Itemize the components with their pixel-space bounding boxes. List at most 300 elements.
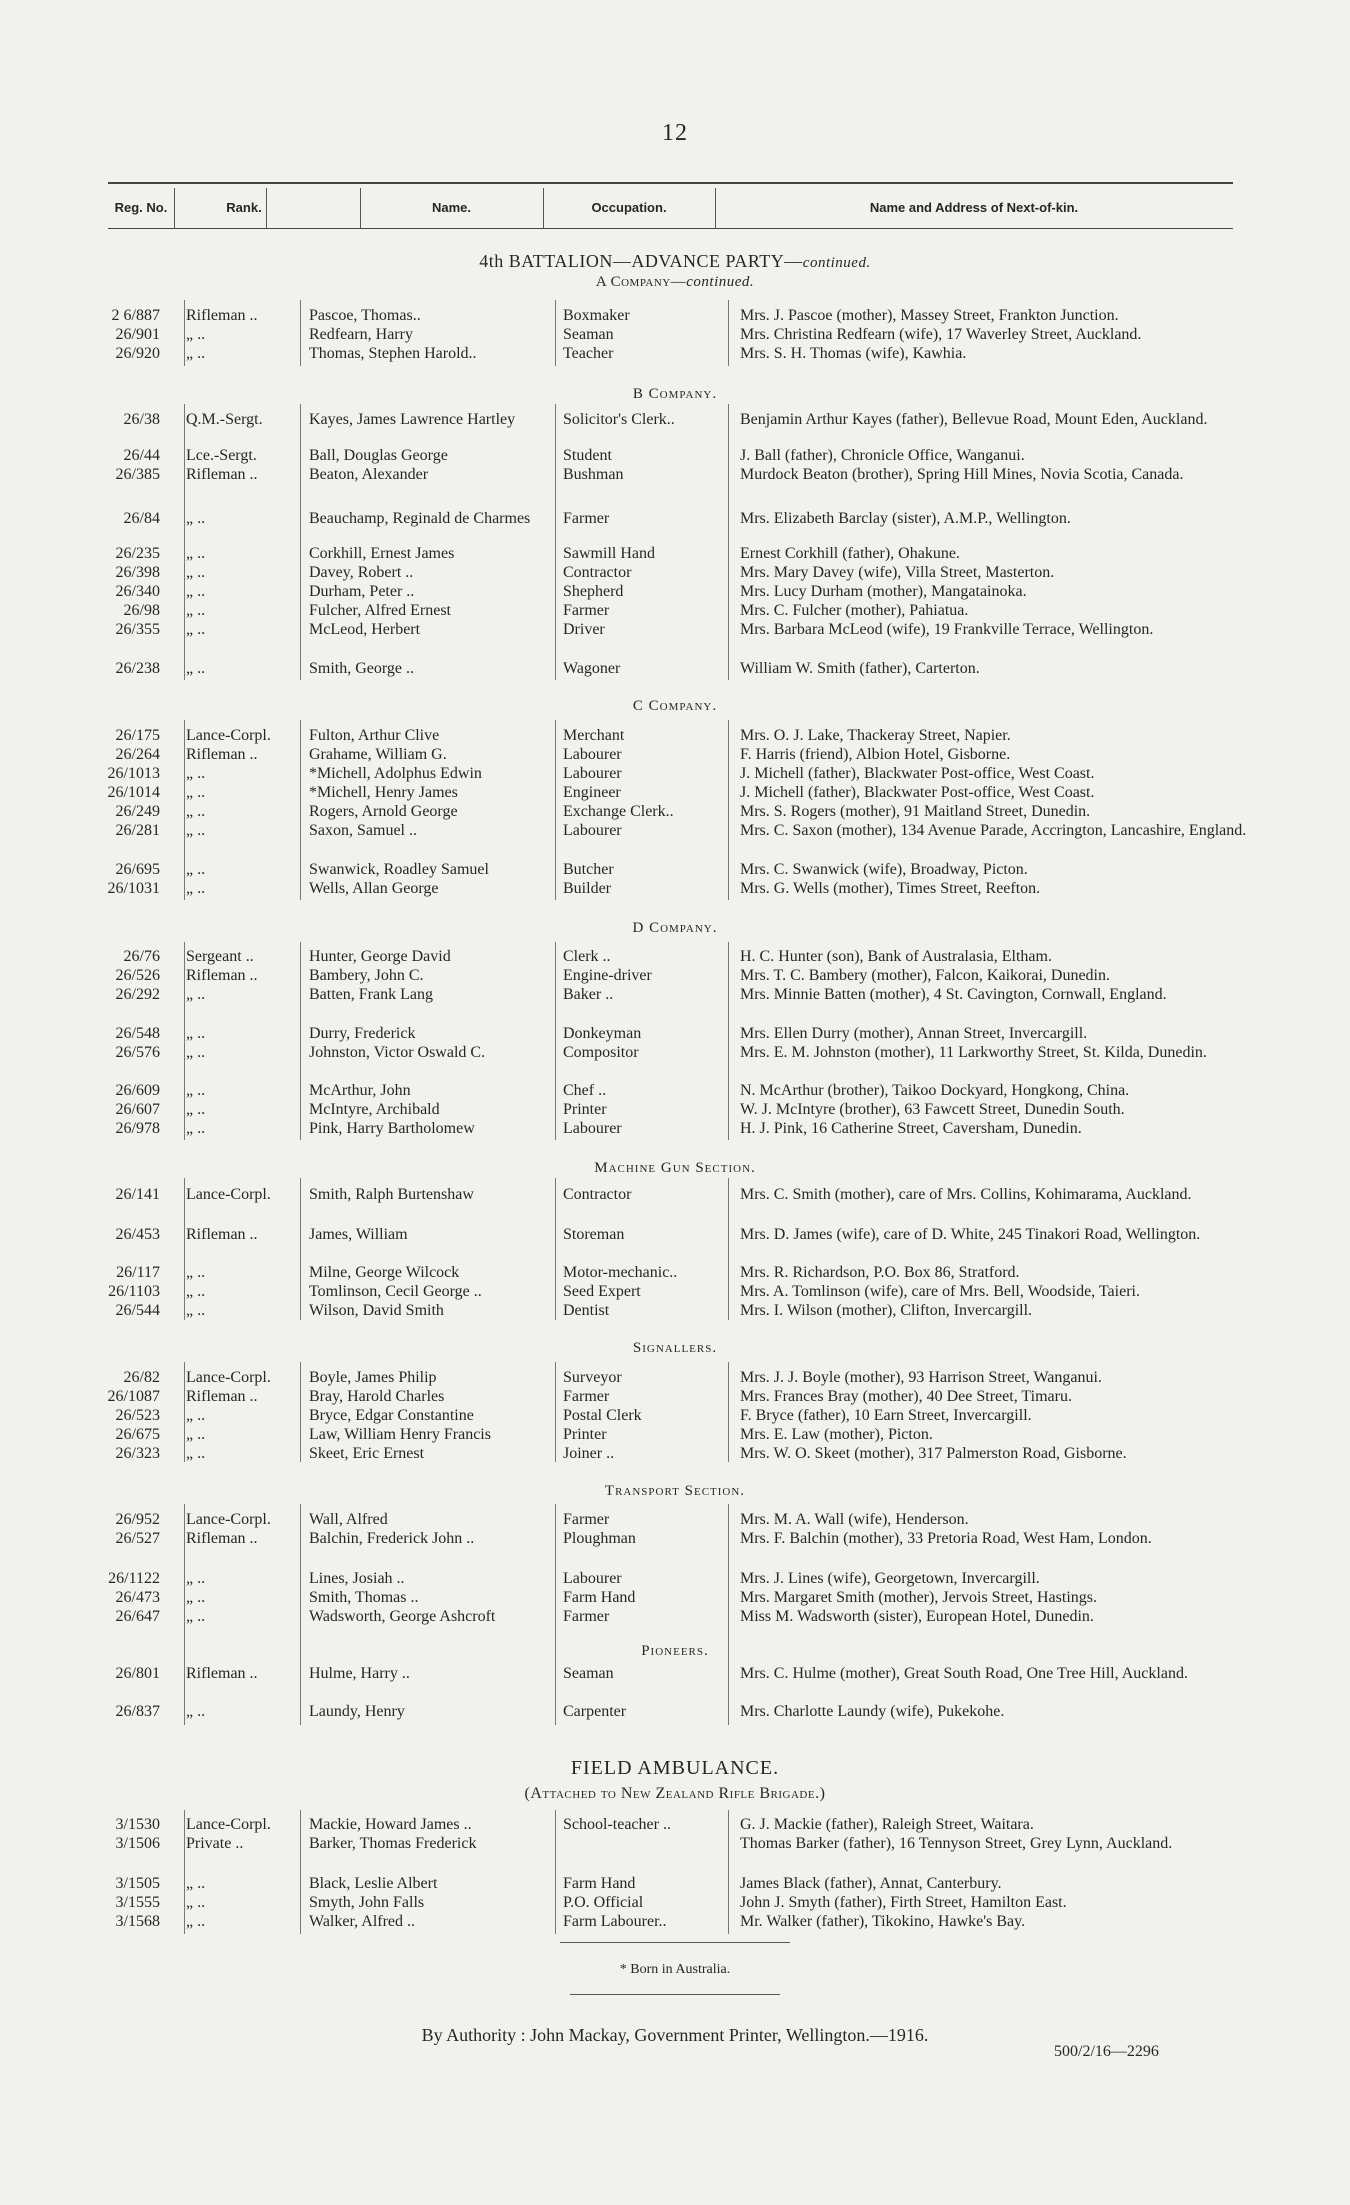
column-rule <box>555 1810 556 1934</box>
next-of-kin: Mrs. Frances Bray (mother), 40 Dee Street, Timaru. <box>740 1388 1072 1405</box>
reg-number: 26/920 <box>115 345 160 362</box>
occupation: School-teacher .. <box>563 1816 671 1833</box>
rank: Rifleman .. <box>186 746 258 763</box>
soldier-name: Batten, Frank Lang <box>309 986 433 1003</box>
column-rule <box>728 1362 729 1462</box>
reg-number: 26/340 <box>115 583 160 600</box>
next-of-kin: Mrs. J. Lines (wife), Georgetown, Invercargill. <box>740 1570 1040 1587</box>
rank: „ .. <box>186 564 206 581</box>
column-rule <box>184 1362 185 1462</box>
rank: „ .. <box>186 784 206 801</box>
next-of-kin: Mrs. J. J. Boyle (mother), 93 Harrison Street, Wanganui. <box>740 1369 1102 1386</box>
occupation: Donkeyman <box>563 1025 642 1042</box>
occupation: Driver <box>563 621 605 638</box>
occupation: Farm Hand <box>563 1875 636 1892</box>
reg-number: 3/1555 <box>115 1894 160 1911</box>
header-rank: Rank. <box>226 200 262 215</box>
soldier-name: Wilson, David Smith <box>309 1302 444 1319</box>
column-rule <box>184 942 185 1140</box>
next-of-kin: Mrs. Elizabeth Barclay (sister), A.M.P., Wellington. <box>740 510 1071 527</box>
column-rule <box>728 1178 729 1320</box>
reg-number: 26/235 <box>115 545 160 562</box>
rank: „ .. <box>186 1283 206 1300</box>
occupation: Shepherd <box>563 583 624 600</box>
field-ambulance-subtitle: (Attached to New Zealand Rifle Brigade.) <box>524 1785 826 1802</box>
occupation: Merchant <box>563 727 625 744</box>
next-of-kin: Mrs. C. Swanwick (wife), Broadway, Picton. <box>740 861 1028 878</box>
column-rule <box>555 720 556 900</box>
rank: „ .. <box>186 602 206 619</box>
soldier-name: Davey, Robert .. <box>309 564 414 581</box>
rank: „ .. <box>186 1589 206 1606</box>
rank: Sergeant .. <box>186 948 254 965</box>
soldier-name: Hunter, George David <box>309 948 451 965</box>
rank: „ .. <box>186 822 206 839</box>
rank: Q.M.-Sergt. <box>186 411 263 428</box>
column-rule <box>300 1810 301 1934</box>
occupation: Labourer <box>563 1120 622 1137</box>
reg-number: 26/609 <box>115 1082 160 1099</box>
soldier-name: Durry, Frederick <box>309 1025 416 1042</box>
rank: „ .. <box>186 1426 206 1443</box>
occupation: Solicitor's Clerk.. <box>563 411 675 428</box>
reg-number: 26/98 <box>123 602 160 619</box>
rank: „ .. <box>186 1445 206 1462</box>
battalion-title: 4th BATTALION—ADVANCE PARTY—continued. <box>479 251 871 271</box>
occupation: Sawmill Hand <box>563 545 655 562</box>
soldier-name: Fulcher, Alfred Ernest <box>309 602 451 619</box>
reg-number: 26/544 <box>115 1302 160 1319</box>
next-of-kin: Mrs. C. Fulcher (mother), Pahiatua. <box>740 602 969 619</box>
next-of-kin: W. J. McIntyre (brother), 63 Fawcett Street, Dunedin South. <box>740 1101 1125 1118</box>
column-rule <box>300 720 301 900</box>
soldier-name: Grahame, William G. <box>309 746 447 763</box>
next-of-kin: N. McArthur (brother), Taikoo Dockyard, Hongkong, China. <box>740 1082 1130 1099</box>
next-of-kin: Mrs. Charlotte Laundy (wife), Pukekohe. <box>740 1703 1005 1720</box>
occupation: Labourer <box>563 746 622 763</box>
reg-number: 26/141 <box>115 1186 160 1203</box>
next-of-kin: H. C. Hunter (son), Bank of Australasia, Eltham. <box>740 948 1052 965</box>
occupation: Farmer <box>563 602 610 619</box>
next-of-kin: Mrs. Lucy Durham (mother), Mangatainoka. <box>740 583 1027 600</box>
reg-number: 26/249 <box>115 803 160 820</box>
rank: „ .. <box>186 1044 206 1061</box>
occupation: Butcher <box>563 861 614 878</box>
soldier-name: Bryce, Edgar Constantine <box>309 1407 474 1424</box>
occupation: Compositor <box>563 1044 639 1061</box>
reg-number: 26/292 <box>115 986 160 1003</box>
reg-number: 26/355 <box>115 621 160 638</box>
next-of-kin: Mrs. Christina Redfearn (wife), 17 Waverley Street, Auckland. <box>740 326 1142 343</box>
next-of-kin: Mrs. C. Hulme (mother), Great South Road, One Tree Hill, Auckland. <box>740 1665 1188 1682</box>
soldier-name: McArthur, John <box>309 1082 411 1099</box>
occupation: Builder <box>563 880 611 897</box>
reg-number: 26/801 <box>115 1665 160 1682</box>
rank: Lance-Corpl. <box>186 727 271 744</box>
reg-number: 3/1568 <box>115 1913 160 1930</box>
reg-number: 26/84 <box>123 510 160 527</box>
occupation: Teacher <box>563 345 614 362</box>
soldier-name: Johnston, Victor Oswald C. <box>309 1044 486 1061</box>
column-rule <box>555 300 556 366</box>
header-occupation: Occupation. <box>591 200 667 215</box>
column-rule <box>728 1504 729 1725</box>
occupation: Exchange Clerk.. <box>563 803 674 820</box>
column-rule <box>728 404 729 680</box>
next-of-kin: James Black (father), Annat, Canterbury. <box>740 1875 1002 1892</box>
occupation: Labourer <box>563 765 622 782</box>
reg-number: 26/607 <box>115 1101 160 1118</box>
rank: „ .. <box>186 1913 206 1930</box>
rank: „ .. <box>186 1407 206 1424</box>
soldier-name: Durham, Peter .. <box>309 583 415 600</box>
occupation: Engine-driver <box>563 967 652 984</box>
next-of-kin: J. Michell (father), Blackwater Post-office, West Coast. <box>740 784 1095 801</box>
reg-number: 3/1530 <box>115 1816 160 1833</box>
occupation: P.O. Official <box>563 1894 644 1911</box>
header-name: Name. <box>431 200 472 215</box>
soldier-name: Thomas, Stephen Harold.. <box>309 345 477 362</box>
print-code: 500/2/16—2296 <box>1054 2043 1159 2060</box>
soldier-name: James, William <box>309 1226 408 1243</box>
next-of-kin: J. Michell (father), Blackwater Post-office, West Coast. <box>740 765 1095 782</box>
reg-number: 3/1505 <box>115 1875 160 1892</box>
rank: Lance-Corpl. <box>186 1511 271 1528</box>
reg-number: 26/1031 <box>107 880 160 897</box>
next-of-kin: Mrs. Barbara McLeod (wife), 19 Frankville Terrace, Wellington. <box>740 621 1154 638</box>
occupation: Motor-mechanic.. <box>563 1264 678 1281</box>
occupation: Wagoner <box>563 660 621 677</box>
reg-number: 26/238 <box>115 660 160 677</box>
rank: „ .. <box>186 1082 206 1099</box>
page-number: 12 <box>662 120 688 146</box>
rank: „ .. <box>186 861 206 878</box>
next-of-kin: Mrs. I. Wilson (mother), Clifton, Invercargill. <box>740 1302 1033 1319</box>
column-rule <box>555 1362 556 1462</box>
next-of-kin: G. J. Mackie (father), Raleigh Street, Waitara. <box>740 1816 1034 1833</box>
soldier-name: Fulton, Arthur Clive <box>309 727 440 744</box>
occupation: Printer <box>563 1426 607 1443</box>
reg-number: 26/523 <box>115 1407 160 1424</box>
occupation: Seaman <box>563 326 614 343</box>
reg-number: 26/1122 <box>108 1570 160 1587</box>
soldier-name: Pink, Harry Bartholomew <box>309 1120 475 1137</box>
occupation: Seed Expert <box>563 1283 641 1300</box>
occupation: Engineer <box>563 784 621 801</box>
rank: Lance-Corpl. <box>186 1816 271 1833</box>
occupation: Postal Clerk <box>563 1407 642 1424</box>
section-d-company: D Company. <box>632 920 718 936</box>
header-bottom-rule <box>108 228 1233 229</box>
reg-number: 26/837 <box>115 1703 160 1720</box>
next-of-kin: Ernest Corkhill (father), Ohakune. <box>740 545 960 562</box>
next-of-kin: Mrs. Margaret Smith (mother), Jervois Street, Hastings. <box>740 1589 1097 1606</box>
column-rule <box>300 300 301 366</box>
section-machine-gun: Machine Gun Section. <box>594 1160 756 1176</box>
reg-number: 26/175 <box>115 727 160 744</box>
rank: „ .. <box>186 1264 206 1281</box>
occupation: Printer <box>563 1101 607 1118</box>
soldier-name: Smith, Ralph Burtenshaw <box>309 1186 474 1203</box>
occupation: Storeman <box>563 1226 625 1243</box>
soldier-name: Pascoe, Thomas.. <box>309 307 421 324</box>
next-of-kin: Mrs. Ellen Durry (mother), Annan Street, Invercargill. <box>740 1025 1088 1042</box>
column-rule <box>728 720 729 900</box>
rank: „ .. <box>186 621 206 638</box>
reg-number: 26/576 <box>115 1044 160 1061</box>
column-rule <box>184 1178 185 1320</box>
soldier-name: Wall, Alfred <box>309 1511 388 1528</box>
occupation: Farmer <box>563 1608 610 1625</box>
rank: Rifleman .. <box>186 307 258 324</box>
rank: „ .. <box>186 345 206 362</box>
soldier-name: Smith, George .. <box>309 660 415 677</box>
rank: Rifleman .. <box>186 466 258 483</box>
company-a-title: A Company—continued. <box>595 274 755 290</box>
reg-number: 26/527 <box>115 1530 160 1547</box>
header-reg: Reg. No. <box>114 200 168 215</box>
reg-number: 3/1506 <box>115 1835 160 1852</box>
occupation: Farmer <box>563 1511 610 1528</box>
rank: „ .. <box>186 1894 206 1911</box>
section-b-company: B Company. <box>632 386 718 402</box>
soldier-name: Mackie, Howard James .. <box>309 1816 472 1833</box>
soldier-name: Skeet, Eric Ernest <box>309 1445 425 1462</box>
reg-number: 26/695 <box>115 861 160 878</box>
occupation: Clerk .. <box>563 948 611 965</box>
footnote: * Born in Australia. <box>619 1962 731 1977</box>
column-rule <box>300 1178 301 1320</box>
next-of-kin: Murdock Beaton (brother), Spring Hill Mines, Novia Scotia, Canada. <box>740 466 1184 483</box>
rank: „ .. <box>186 510 206 527</box>
reg-number: 26/952 <box>115 1511 160 1528</box>
next-of-kin: Mrs. S. Rogers (mother), 91 Maitland Street, Dunedin. <box>740 803 1091 820</box>
rank: Lce.-Sergt. <box>186 447 257 464</box>
rank: „ .. <box>186 1570 206 1587</box>
reg-number: 26/117 <box>116 1264 160 1281</box>
column-rule <box>184 720 185 900</box>
occupation: Student <box>563 447 612 464</box>
column-headers <box>108 200 1233 228</box>
rank: „ .. <box>186 803 206 820</box>
occupation: Bushman <box>563 466 624 483</box>
rank: „ .. <box>186 1101 206 1118</box>
imprint-rule <box>570 1994 780 1995</box>
occupation: Farmer <box>563 1388 610 1405</box>
next-of-kin: F. Bryce (father), 10 Earn Street, Invercargill. <box>740 1407 1032 1424</box>
occupation: Seaman <box>563 1665 614 1682</box>
reg-number: 26/323 <box>115 1445 160 1462</box>
next-of-kin: Mrs. F. Balchin (mother), 33 Pretoria Road, West Ham, London. <box>740 1530 1152 1547</box>
reg-number: 26/38 <box>123 411 160 428</box>
soldier-name: Black, Leslie Albert <box>309 1875 438 1892</box>
soldier-name: Law, William Henry Francis <box>309 1426 491 1443</box>
column-rule <box>728 1810 729 1934</box>
reg-number: 26/1087 <box>107 1388 160 1405</box>
next-of-kin: Mrs. Mary Davey (wife), Villa Street, Masterton. <box>740 564 1055 581</box>
occupation: Farmer <box>563 510 610 527</box>
next-of-kin: J. Ball (father), Chronicle Office, Wanganui. <box>740 447 1025 464</box>
column-rule <box>555 942 556 1140</box>
rank: „ .. <box>186 1608 206 1625</box>
rank: Rifleman .. <box>186 1530 258 1547</box>
reg-number: 26/385 <box>115 466 160 483</box>
reg-number: 26/901 <box>115 326 160 343</box>
reg-number: 26/398 <box>115 564 160 581</box>
reg-number: 26/473 <box>115 1589 160 1606</box>
rank: „ .. <box>186 660 206 677</box>
occupation: Surveyor <box>563 1369 622 1386</box>
occupation: Labourer <box>563 822 622 839</box>
reg-number: 26/548 <box>115 1025 160 1042</box>
next-of-kin: Mrs. J. Pascoe (mother), Massey Street, Frankton Junction. <box>740 307 1119 324</box>
occupation: Joiner .. <box>563 1445 615 1462</box>
rank: „ .. <box>186 1120 206 1137</box>
soldier-name: Balchin, Frederick John .. <box>309 1530 475 1547</box>
next-of-kin: John J. Smyth (father), Firth Street, Hamilton East. <box>740 1894 1067 1911</box>
next-of-kin: Mrs. S. H. Thomas (wife), Kawhia. <box>740 345 967 362</box>
reg-number: 26/1103 <box>108 1283 160 1300</box>
soldier-name: Smyth, John Falls <box>309 1894 425 1911</box>
rank: „ .. <box>186 1703 206 1720</box>
occupation: Chef .. <box>563 1082 607 1099</box>
rank: „ .. <box>186 986 206 1003</box>
occupation: Ploughman <box>563 1530 636 1547</box>
soldier-name: Smith, Thomas .. <box>309 1589 419 1606</box>
next-of-kin: Mrs. E. M. Johnston (mother), 11 Larkworthy Street, St. Kilda, Dunedin. <box>740 1044 1207 1061</box>
reg-number: 26/647 <box>115 1608 160 1625</box>
next-of-kin: Mrs. E. Law (mother), Picton. <box>740 1426 933 1443</box>
column-rule <box>184 1504 185 1725</box>
column-rule <box>555 404 556 680</box>
soldier-name: Boyle, James Philip <box>309 1369 437 1386</box>
next-of-kin: Mrs. T. C. Bambery (mother), Falcon, Kaikorai, Dunedin. <box>740 967 1110 984</box>
rank: „ .. <box>186 545 206 562</box>
rank: Rifleman .. <box>186 1665 258 1682</box>
soldier-name: Walker, Alfred .. <box>309 1913 416 1930</box>
soldier-name: Bambery, John C. <box>309 967 424 984</box>
next-of-kin: Mrs. W. O. Skeet (mother), 317 Palmerston Road, Gisborne. <box>740 1445 1127 1462</box>
reg-number: 26/264 <box>115 746 160 763</box>
reg-number: 26/76 <box>123 948 160 965</box>
next-of-kin: Mrs. M. A. Wall (wife), Henderson. <box>740 1511 969 1528</box>
occupation: Contractor <box>563 1186 632 1203</box>
column-rule <box>300 1504 301 1725</box>
rank: „ .. <box>186 1025 206 1042</box>
soldier-name: McLeod, Herbert <box>309 621 421 638</box>
column-rule <box>300 1362 301 1462</box>
next-of-kin: William W. Smith (father), Carterton. <box>740 660 980 677</box>
reg-number: 26/82 <box>123 1369 160 1386</box>
rank: Private .. <box>186 1835 244 1852</box>
column-rule <box>300 404 301 680</box>
section-pioneers: Pioneers. <box>641 1643 709 1659</box>
column-rule <box>300 942 301 1140</box>
soldier-name: Milne, George Wilcock <box>309 1264 460 1281</box>
reg-number: 26/1014 <box>107 784 160 801</box>
rank: „ .. <box>186 1302 206 1319</box>
next-of-kin: Thomas Barker (father), 16 Tennyson Street, Grey Lynn, Auckland. <box>740 1835 1173 1852</box>
soldier-name: Barker, Thomas Frederick <box>309 1835 477 1852</box>
soldier-name: *Michell, Henry James <box>309 784 458 801</box>
soldier-name: Swanwick, Roadley Samuel <box>309 861 489 878</box>
soldier-name: Corkhill, Ernest James <box>309 545 455 562</box>
rank: Lance-Corpl. <box>186 1369 271 1386</box>
occupation: Carpenter <box>563 1703 627 1720</box>
column-rule <box>555 1504 556 1725</box>
reg-number: 26/978 <box>115 1120 160 1137</box>
rank: „ .. <box>186 765 206 782</box>
soldier-name: Hulme, Harry .. <box>309 1665 410 1682</box>
rank: „ .. <box>186 583 206 600</box>
field-ambulance-title: FIELD AMBULANCE. <box>570 1757 780 1779</box>
section-transport: Transport Section. <box>604 1483 746 1499</box>
section-c-company: C Company. <box>632 698 718 714</box>
next-of-kin: Mrs. Minnie Batten (mother), 4 St. Cavington, Cornwall, England. <box>740 986 1167 1003</box>
next-of-kin: Mrs. R. Richardson, P.O. Box 86, Stratford. <box>740 1264 1020 1281</box>
column-rule <box>555 1178 556 1320</box>
occupation: Dentist <box>563 1302 610 1319</box>
soldier-name: Saxon, Samuel .. <box>309 822 417 839</box>
next-of-kin: Benjamin Arthur Kayes (father), Bellevue Road, Mount Eden, Auckland. <box>740 411 1208 428</box>
next-of-kin: Mr. Walker (father), Tikokino, Hawke's Bay. <box>740 1913 1026 1930</box>
next-of-kin: Miss M. Wadsworth (sister), European Hotel, Dunedin. <box>740 1608 1094 1625</box>
soldier-name: Rogers, Arnold George <box>309 803 458 820</box>
soldier-name: Tomlinson, Cecil George .. <box>309 1283 482 1300</box>
footnote-rule <box>560 1942 790 1943</box>
column-rule <box>184 1810 185 1934</box>
next-of-kin: Mrs. C. Smith (mother), care of Mrs. Collins, Kohimarama, Auckland. <box>740 1186 1192 1203</box>
reg-number: 2 6/887 <box>111 307 160 324</box>
occupation: Farm Hand <box>563 1589 636 1606</box>
section-signallers: Signallers. <box>632 1340 718 1356</box>
occupation: Contractor <box>563 564 632 581</box>
rank: Rifleman .. <box>186 967 258 984</box>
occupation: Labourer <box>563 1570 622 1587</box>
soldier-name: Laundy, Henry <box>309 1703 405 1720</box>
reg-number: 26/675 <box>115 1426 160 1443</box>
rank: Lance-Corpl. <box>186 1186 271 1203</box>
soldier-name: Beaton, Alexander <box>309 466 429 483</box>
soldier-name: Redfearn, Harry <box>309 326 413 343</box>
column-rule <box>728 300 729 366</box>
rank: „ .. <box>186 1875 206 1892</box>
reg-number: 26/526 <box>115 967 160 984</box>
soldier-name: Ball, Douglas George <box>309 447 448 464</box>
reg-number: 26/1013 <box>107 765 160 782</box>
soldier-name: Beauchamp, Reginald de Charmes <box>309 510 531 527</box>
soldier-name: Bray, Harold Charles <box>309 1388 445 1405</box>
occupation: Farm Labourer.. <box>563 1913 667 1930</box>
header-top-rule <box>108 182 1233 184</box>
soldier-name: Kayes, James Lawrence Hartley <box>309 411 516 428</box>
soldier-name: Wells, Allan George <box>309 880 439 897</box>
next-of-kin: Mrs. D. James (wife), care of D. White, 245 Tinakori Road, Wellington. <box>740 1226 1201 1243</box>
soldier-name: McIntyre, Archibald <box>309 1101 440 1118</box>
next-of-kin: Mrs. A. Tomlinson (wife), care of Mrs. Bell, Woodside, Taieri. <box>740 1283 1140 1300</box>
next-of-kin: F. Harris (friend), Albion Hotel, Gisborne. <box>740 746 1011 763</box>
rank: „ .. <box>186 326 206 343</box>
header-next-of-kin: Name and Address of Next-of-kin. <box>869 200 1079 215</box>
column-rule <box>184 300 185 366</box>
soldier-name: Wadsworth, George Ashcroft <box>309 1608 496 1625</box>
reg-number: 26/281 <box>115 822 160 839</box>
column-rule <box>184 404 185 680</box>
next-of-kin: Mrs. G. Wells (mother), Times Street, Reefton. <box>740 880 1041 897</box>
next-of-kin: Mrs. O. J. Lake, Thackeray Street, Napier. <box>740 727 1011 744</box>
rank: „ .. <box>186 880 206 897</box>
reg-number: 26/453 <box>115 1226 160 1243</box>
